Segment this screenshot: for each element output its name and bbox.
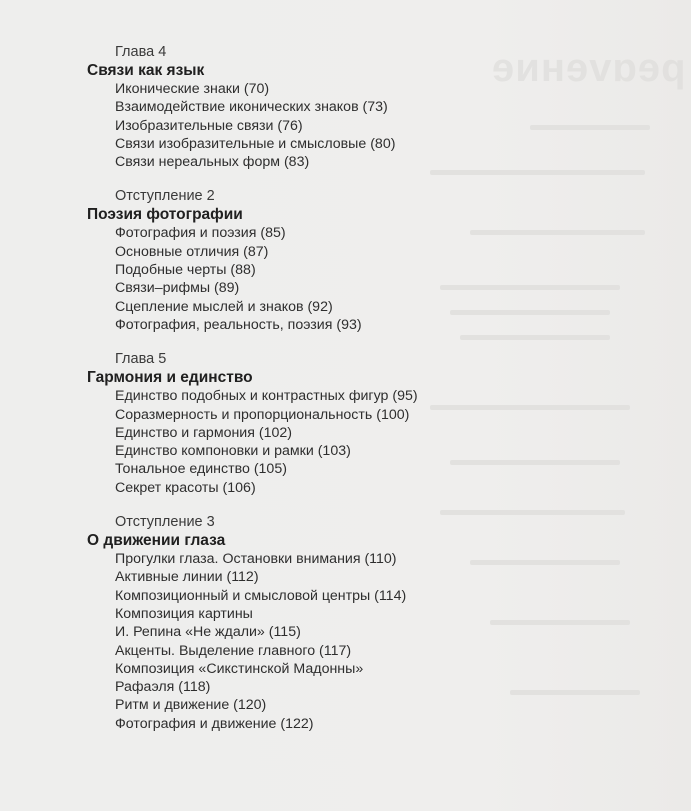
toc-entry: Рафаэля (118)	[115, 679, 211, 696]
show-through-heading: ɘинɘvɒɘq	[492, 46, 687, 90]
toc-entry: Акценты. Выделение главного (117)	[115, 642, 352, 659]
section-label: Отступление 2	[115, 188, 215, 205]
toc-entry: Иконические знаки (70)	[115, 81, 270, 97]
table-of-contents	[87, 43, 487, 733]
toc-entry: Соразмерность и пропорциональность (100)	[115, 406, 410, 423]
entry-list	[87, 224, 487, 334]
entry-list	[87, 80, 487, 171]
section-label: Глава 5	[115, 351, 167, 368]
toc-entry: Сцепление мыслей и знаков (92)	[115, 298, 333, 315]
toc-section	[87, 513, 487, 733]
toc-entry: Подобные черты (88)	[115, 262, 256, 279]
toc-entry: Основные отличия (87)	[115, 243, 269, 260]
section-label: Отступление 3	[115, 514, 215, 531]
toc-entry: Композиция «Сикстинской Мадонны»	[115, 660, 364, 677]
toc-entry: Взаимодействие иконических знаков (73)	[115, 99, 388, 116]
toc-entry: Ритм и движение (120)	[115, 697, 267, 714]
toc-entry: Секрет красоты (106)	[115, 479, 256, 496]
section-title: Гармония и единство	[87, 369, 253, 387]
toc-entry: Фотография и поэзия (85)	[115, 225, 286, 242]
toc-entry: Связи нереальных форм (83)	[115, 154, 310, 171]
toc-entry: Композиция картины	[115, 605, 253, 622]
toc-section	[87, 350, 487, 497]
toc-entry: Единство компоновки и рамки (103)	[115, 443, 351, 460]
toc-entry: Единство подобных и контрастных фигур (95)	[115, 388, 418, 405]
toc-entry: Связи изобразительные и смысловые (80)	[115, 135, 396, 152]
toc-entry: И. Репина «Не ждали» (115)	[115, 624, 301, 641]
toc-entry: Единство и гармония (102)	[115, 424, 292, 441]
entry-list	[87, 550, 487, 733]
toc-section	[87, 187, 487, 334]
section-label: Глава 4	[115, 44, 167, 60]
toc-entry: Фотография, реальность, поэзия (93)	[115, 316, 362, 333]
toc-section	[87, 43, 487, 171]
toc-entry: Связи–рифмы (89)	[115, 280, 240, 297]
entry-list	[87, 387, 487, 497]
section-title: Связи как язык	[87, 62, 205, 79]
section-title: О движении глаза	[87, 532, 226, 550]
toc-entry: Прогулки глаза. Остановки внимания (110)	[115, 551, 397, 568]
toc-entry: Изобразительные связи (76)	[115, 117, 303, 134]
toc-entry: Активные линии (112)	[115, 569, 259, 586]
section-title: Поэзия фотографии	[87, 206, 243, 224]
toc-entry: Тональное единство (105)	[115, 461, 287, 478]
toc-entry: Композиционный и смысловой центры (114)	[115, 587, 407, 604]
toc-entry: Фотография и движение (122)	[115, 715, 314, 732]
